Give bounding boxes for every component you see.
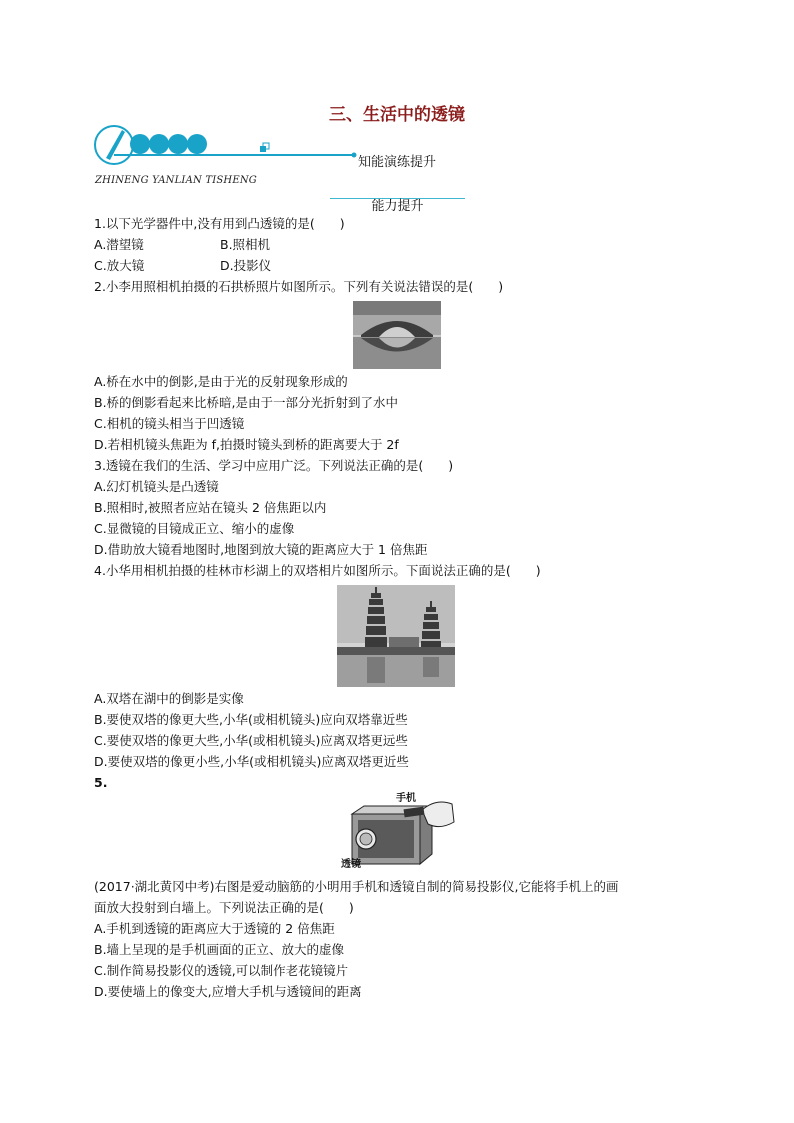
- q4-option-c: C.要使双塔的像更大些,小华(或相机镜头)应离双塔更远些: [94, 733, 408, 748]
- q4-option-d: D.要使双塔的像更小些,小华(或相机镜头)应离双塔更近些: [94, 754, 409, 769]
- q5-stem-line2: 面放大投射到白墙上。下列说法正确的是( ): [94, 900, 354, 915]
- q5-stem-line1: (2017·湖北黄冈中考)右图是爱动脑筋的小明用手机和透镜自制的简易投影仪,它能将手机上的画: [94, 879, 619, 894]
- q1-option-d: D.投影仪: [220, 258, 272, 273]
- q3-option-d: D.借助放大镜看地图时,地图到放大镜的距离应大于 1 倍焦距: [94, 542, 428, 557]
- q2-option-c: C.相机的镜头相当于凹透镜: [94, 416, 245, 431]
- q4-stem: 4.小华用相机拍摄的桂林市杉湖上的双塔相片如图所示。下面说法正确的是( ): [94, 563, 541, 578]
- q1-option-b: B.照相机: [220, 237, 271, 252]
- q1-option-c: C.放大镜: [94, 258, 145, 273]
- q5-option-a: A.手机到透镜的距离应大于透镜的 2 倍焦距: [94, 921, 335, 936]
- q2-option-d: D.若相机镜头焦距为 f,拍摄时镜头到桥的距离要大于 2f: [94, 437, 399, 452]
- q5-option-b: B.墙上呈现的是手机画面的正立、放大的虚像: [94, 942, 345, 957]
- subheading-text: 能力提升: [371, 199, 424, 214]
- q2-option-b: B.桥的倒影看起来比桥暗,是由于一部分光折射到了水中: [94, 395, 399, 410]
- q1-stem: 1.以下光学器件中,没有用到凸透镜的是( ): [94, 216, 345, 231]
- q2-option-a: A.桥在水中的倒影,是由于光的反射现象形成的: [94, 374, 348, 389]
- q3-option-b: B.照相时,被照者应站在镜头 2 倍焦距以内: [94, 500, 327, 515]
- subheading: [330, 195, 465, 214]
- twin-pagodas-photo: [337, 585, 455, 687]
- banner-label: 知能演练提升: [358, 155, 437, 170]
- q3-stem: 3.透镜在我们的生活、学习中应用广泛。下列说法正确的是( ): [94, 458, 454, 473]
- page-title: 三、生活中的透镜: [329, 105, 465, 125]
- banner-pinyin: ZHINENG YANLIAN TISHENG: [95, 175, 257, 186]
- lens-label: 透镜: [341, 859, 361, 870]
- q3-option-a: A.幻灯机镜头是凸透镜: [94, 479, 219, 494]
- q2-stem: 2.小李用照相机拍摄的石拱桥照片如图所示。下列有关说法错误的是( ): [94, 279, 504, 294]
- q4-option-b: B.要使双塔的像更大些,小华(或相机镜头)应向双塔靠近些: [94, 712, 408, 727]
- q1-option-a: A.潜望镜: [94, 237, 144, 252]
- q5-number: 5.: [94, 775, 108, 790]
- q5-option-d: D.要使墙上的像变大,应增大手机与透镜间的距离: [94, 984, 362, 999]
- bridge-photo: [353, 301, 441, 369]
- q4-option-a: A.双塔在湖中的倒影是实像: [94, 691, 244, 706]
- q3-option-c: C.显微镜的目镜成正立、缩小的虚像: [94, 521, 295, 536]
- phone-label: 手机: [396, 793, 416, 804]
- q5-option-c: C.制作简易投影仪的透镜,可以制作老花镜镜片: [94, 963, 349, 978]
